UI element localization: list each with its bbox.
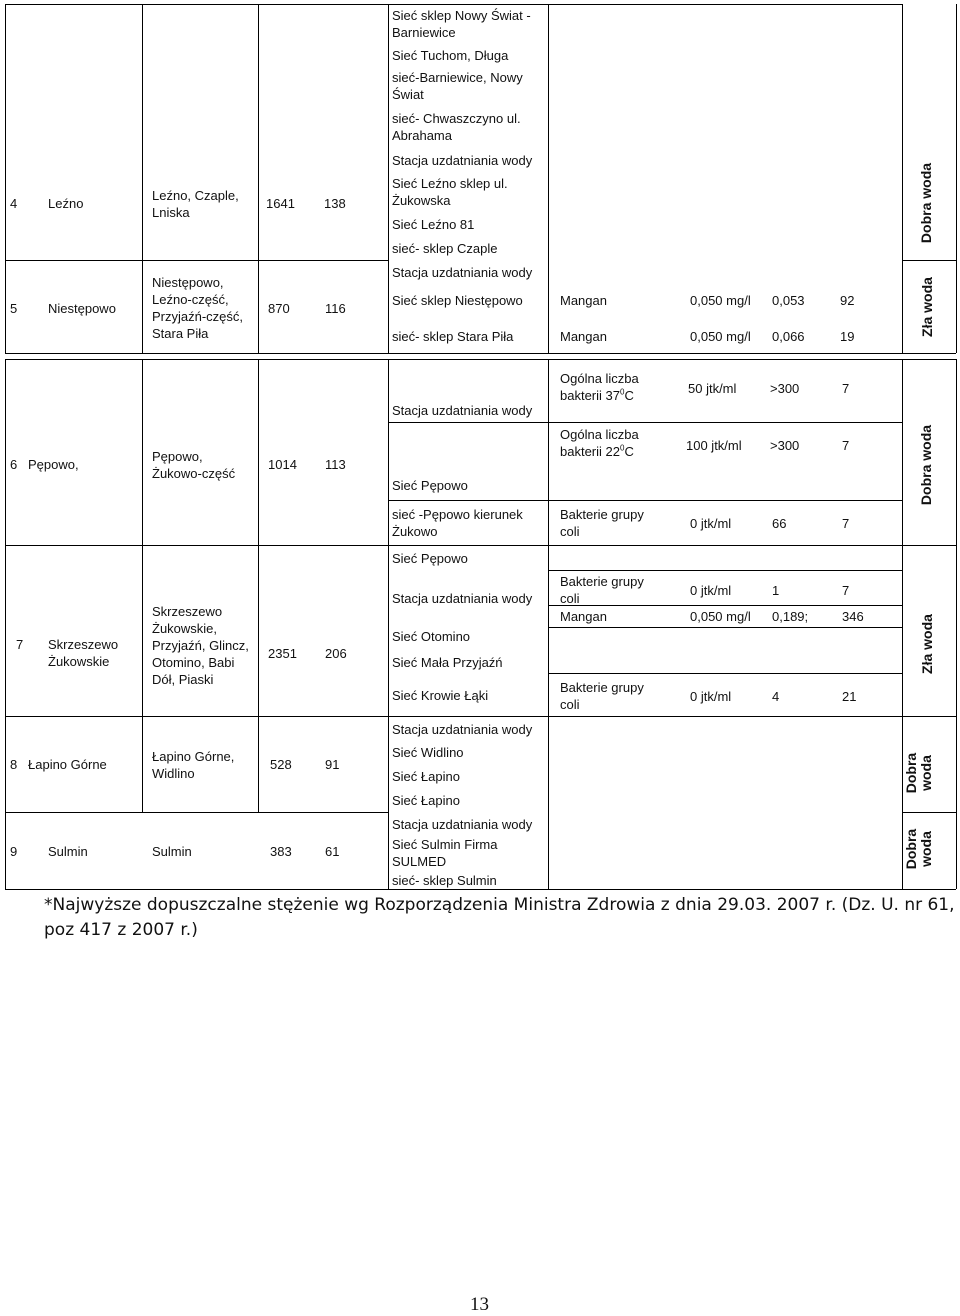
measured-value: >300 <box>770 381 800 396</box>
limit-value: 0 jtk/ml <box>690 689 732 704</box>
sampling-point: sieć- sklep Sulmin <box>392 873 497 888</box>
grid-line <box>956 359 957 889</box>
population: 870 <box>268 301 290 316</box>
measured-value: 0,189; <box>772 609 809 624</box>
grid-line <box>388 422 902 423</box>
count: 206 <box>325 646 347 661</box>
limit-value: 0,050 mg/l <box>690 293 751 308</box>
verdict-cell <box>905 820 939 880</box>
sampling-point: sieć- sklep Stara Piła <box>392 329 514 344</box>
limit-value: 0,050 mg/l <box>690 329 751 344</box>
parameter: Mangan <box>560 329 607 344</box>
municipality-name: Leźno <box>48 196 84 211</box>
sampling-point: Sieć Sulmin Firma SULMED <box>392 837 498 869</box>
sampling-point: Stacja uzdatniania wody <box>392 591 533 606</box>
grid-line <box>548 4 549 353</box>
grid-line <box>956 4 957 353</box>
grid-line <box>388 500 902 501</box>
measured-value: >300 <box>770 438 800 453</box>
grid-line <box>902 4 903 353</box>
verdict-badge: Zła woda <box>919 614 935 674</box>
grid-line <box>5 545 956 546</box>
row-number: 6 <box>10 457 18 472</box>
municipality-name: Sulmin <box>48 844 88 859</box>
limit-value: 0,050 mg/l <box>690 609 751 624</box>
sampling-point: sieć-Barniewice, Nowy Świat <box>392 70 523 102</box>
parameter: Bakterie grupy coli <box>560 507 644 539</box>
grid-line <box>5 4 6 353</box>
measured-value: 0,066 <box>772 329 805 344</box>
grid-line <box>5 260 388 261</box>
population: 528 <box>270 757 292 772</box>
sampling-point: Sieć sklep Niestępowo <box>392 293 523 308</box>
villages: Sulmin <box>152 844 192 859</box>
sampling-point: Sieć Krowie Łąki <box>392 688 489 703</box>
limit-value: 0 jtk/ml <box>690 516 732 531</box>
population: 1641 <box>266 196 295 211</box>
population: 1014 <box>268 457 297 472</box>
grid-line <box>902 359 903 889</box>
row-number: 9 <box>10 844 18 859</box>
verdict-cell <box>905 736 939 796</box>
sampling-point: Sieć Pępowo <box>392 478 468 493</box>
sampling-point: Sieć Pępowo <box>392 551 468 566</box>
grid-line <box>258 359 259 812</box>
measured-value: 0,053 <box>772 293 805 308</box>
percent-value: 7 <box>842 516 850 531</box>
percent-value: 7 <box>842 438 850 453</box>
percent-value: 21 <box>842 689 857 704</box>
limit-value: 100 jtk/ml <box>686 438 742 453</box>
municipality-name: Skrzeszewo Żukowskie <box>48 637 119 669</box>
municipality-name: Pępowo, <box>28 457 79 472</box>
verdict-badge: Dobra woda <box>918 424 934 506</box>
sampling-point: sieć -Pępowo kierunek Żukowo <box>392 507 523 539</box>
parameter: Bakterie grupy coli <box>560 680 644 712</box>
sampling-point: Sieć Otomino <box>392 629 471 644</box>
limit-value: 50 jtk/ml <box>688 381 737 396</box>
verdict-badge: Dobra woda <box>903 752 934 794</box>
grid-line <box>548 673 902 674</box>
limit-value: 0 jtk/ml <box>690 583 732 598</box>
sampling-point: Stacja uzdatniania wody <box>392 722 533 737</box>
grid-line <box>548 627 902 628</box>
grid-line <box>548 359 549 889</box>
grid-line <box>258 4 259 353</box>
sampling-point: Sieć Łapino <box>392 769 460 784</box>
grid-line <box>142 4 143 353</box>
parameter: Bakterie grupy coli <box>560 574 644 606</box>
parameter: Mangan <box>560 293 607 308</box>
sampling-point: Stacja uzdatniania wody <box>392 403 533 418</box>
count: 91 <box>325 757 340 772</box>
grid-line <box>142 359 143 812</box>
verdict-badge: Dobra woda <box>903 828 934 870</box>
measured-value: 1 <box>772 583 780 598</box>
sampling-point: Stacja uzdatniania wody <box>392 265 533 280</box>
sampling-point: Sieć Łapino <box>392 793 460 808</box>
villages: Łapino Górne, Widlino <box>152 749 235 781</box>
sampling-point: sieć- sklep Czaple <box>392 241 498 256</box>
population: 2351 <box>268 646 297 661</box>
row-number: 5 <box>10 301 18 316</box>
municipality-name: Łapino Górne <box>28 757 107 772</box>
sampling-point: Sieć Leźno sklep ul. Żukowska <box>392 176 508 208</box>
verdict-badge: Dobra woda <box>918 162 934 244</box>
parameter: Ogólna liczba bakterii $22^0C$ <box>560 427 639 459</box>
sampling-point: Sieć Leźno 81 <box>392 217 475 232</box>
page-number: 13 <box>470 1294 489 1315</box>
sampling-point: Sieć Tuchom, Długa <box>392 48 509 63</box>
grid-line <box>388 4 389 353</box>
grid-line <box>5 889 956 890</box>
measured-value: 66 <box>772 516 787 531</box>
grid-line <box>902 812 956 813</box>
grid-line <box>388 359 389 889</box>
grid-line <box>5 4 902 5</box>
count: 116 <box>325 301 346 316</box>
percent-value: 92 <box>840 293 855 308</box>
percent-value: 7 <box>842 381 850 396</box>
footnote: *Najwyższe dopuszczalne stężenie wg Rozporządzenia Ministra Zdrowia z dnia 29.03. 2007 r. (Dz. U. nr 61, poz 417 z 2007 r.) <box>44 895 955 940</box>
villages: Skrzeszewo Żukowskie, Przyjaźń, Glincz, Otomino, Babi Dół, Piaski <box>152 604 249 687</box>
sampling-point: Stacja uzdatniania wody <box>392 817 533 832</box>
count: 138 <box>324 196 346 211</box>
villages: Leźno, Czaple, Lniska <box>152 188 239 220</box>
row-number: 4 <box>10 196 18 211</box>
grid-line <box>5 359 956 360</box>
sampling-point: Sieć sklep Nowy Świat - Barniewice <box>392 8 531 40</box>
percent-value: 19 <box>840 329 855 344</box>
percent-value: 7 <box>842 583 850 598</box>
percent-value: 346 <box>842 609 864 624</box>
sampling-point: Sieć Mała Przyjaźń <box>392 655 503 670</box>
grid-line <box>5 359 6 889</box>
count: 113 <box>325 457 346 472</box>
row-number: 7 <box>16 637 24 652</box>
villages: Pępowo, Żukowo-część <box>152 449 236 481</box>
municipality-name: Niestępowo <box>48 301 116 316</box>
population: 383 <box>270 844 292 859</box>
sampling-point: sieć- Chwaszczyno ul. Abrahama <box>392 111 521 143</box>
parameter: Ogólna liczba bakterii $37^0C$ <box>560 371 639 403</box>
grid-line <box>548 570 902 571</box>
measured-value: 4 <box>772 689 780 704</box>
grid-line <box>5 812 388 813</box>
count: 61 <box>325 844 340 859</box>
grid-line <box>5 716 956 717</box>
sampling-point: Sieć Widlino <box>392 745 464 760</box>
row-number: 8 <box>10 757 18 772</box>
villages: Niestępowo, Leźno-część, Przyjaźń-część, Stara Piła <box>152 275 244 341</box>
verdict-badge: Zła woda <box>919 277 935 337</box>
grid-line <box>5 353 956 354</box>
sampling-point: Stacja uzdatniania wody <box>392 153 533 168</box>
parameter: Mangan <box>560 609 607 624</box>
